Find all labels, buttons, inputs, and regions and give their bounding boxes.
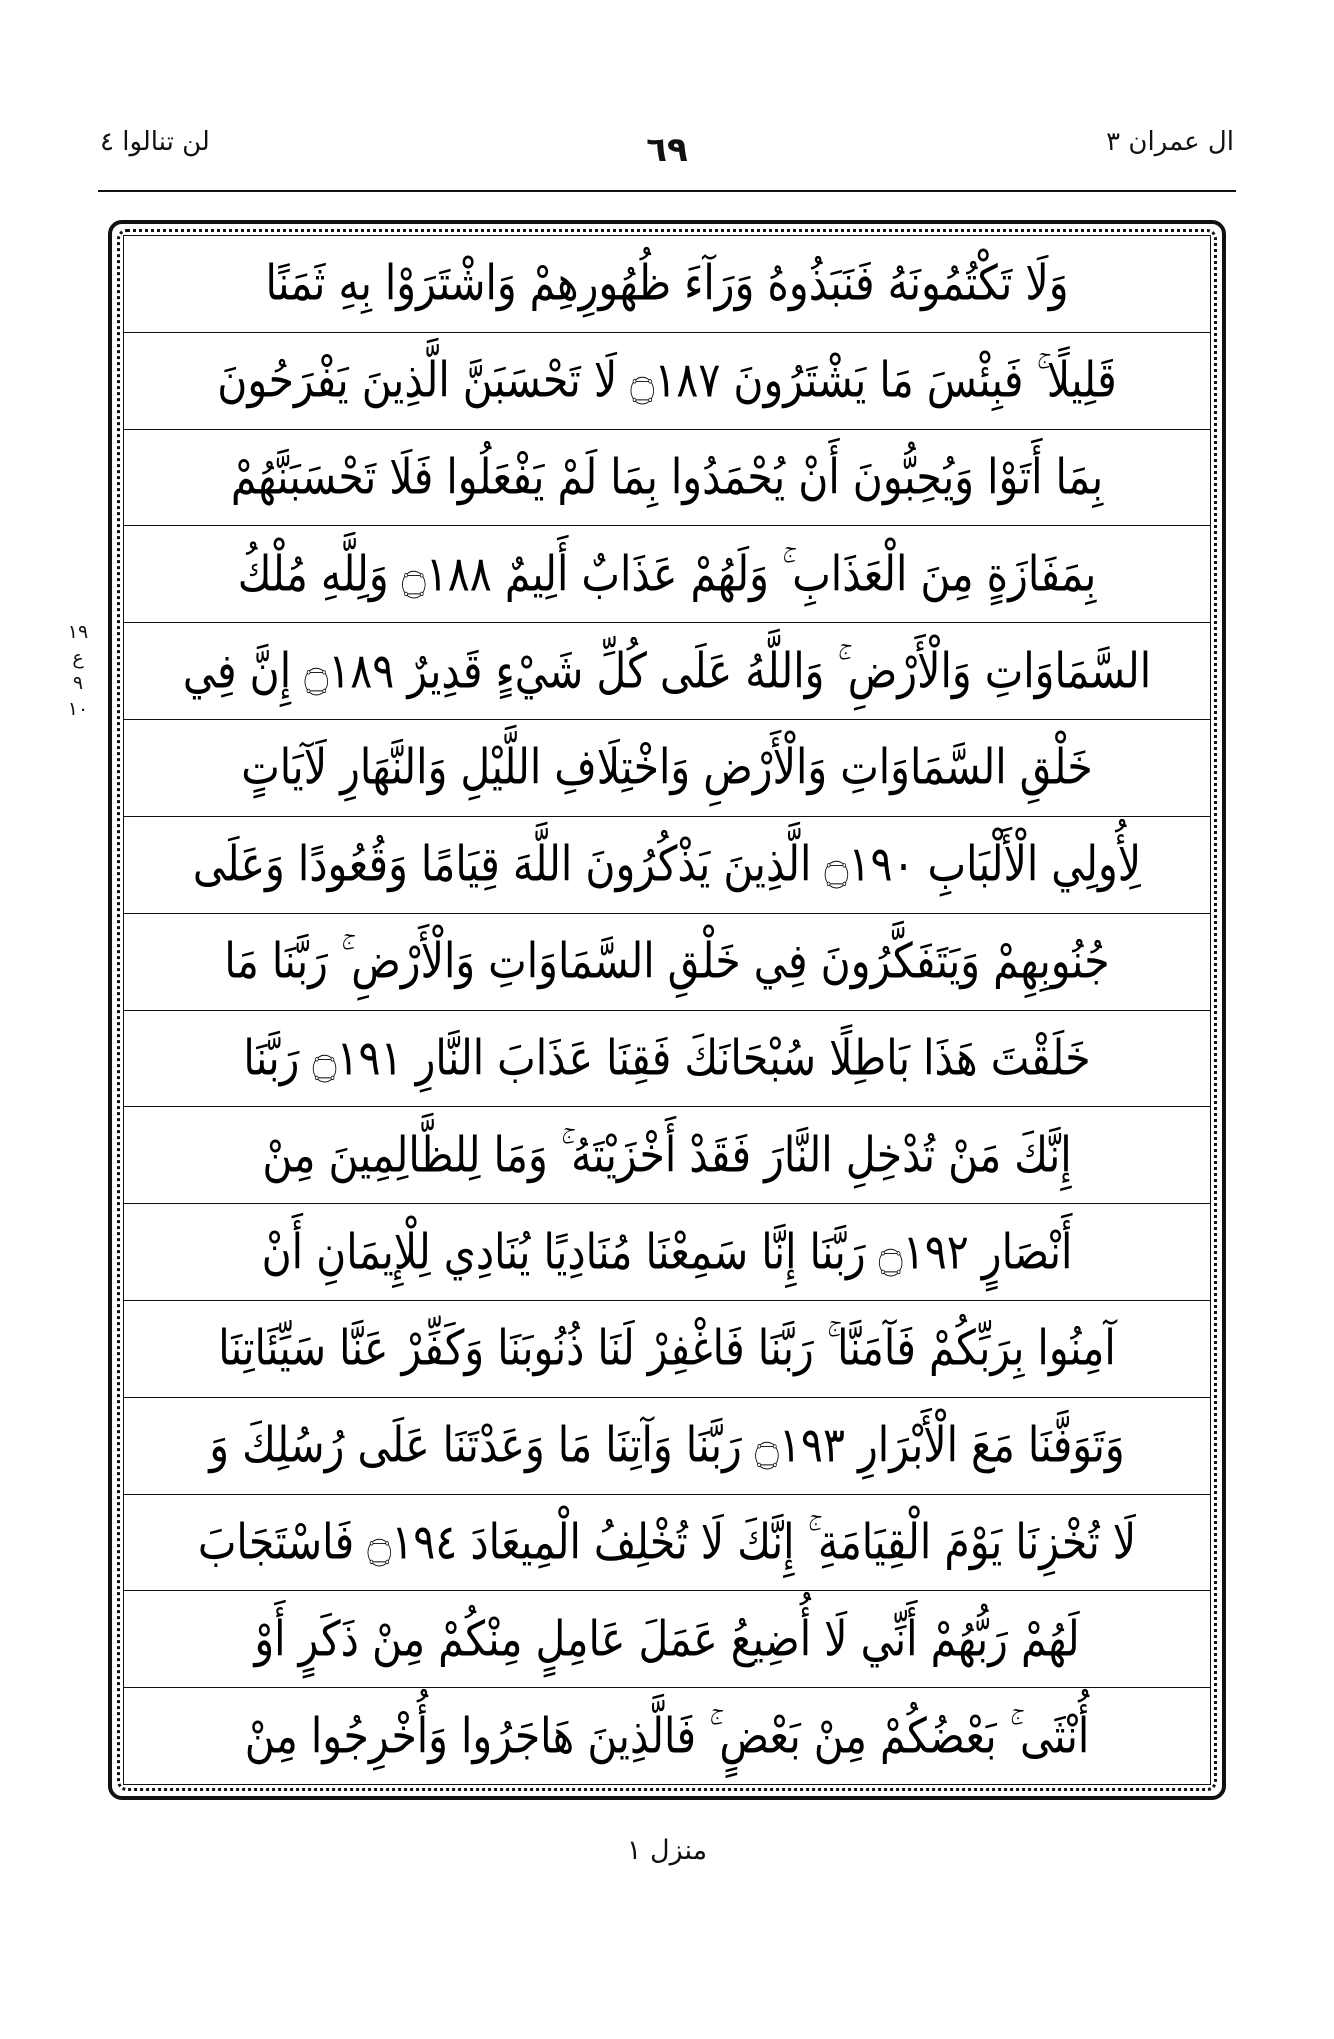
ayah-line <box>124 914 1210 1011</box>
ayah-line <box>124 1301 1210 1398</box>
header-surah-marker: ال عمران ٣ <box>1106 127 1234 157</box>
ayah-line-text: وَلَا تَكْتُمُونَهُ فَنَبَذُوهُ وَرَآءَ ظُهُورِهِمْ وَاشْتَرَوْا بِهِ ثَمَنًا <box>265 254 1069 312</box>
ayah-line <box>124 720 1210 817</box>
ayah-line <box>124 1495 1210 1592</box>
ayah-line <box>124 1107 1210 1204</box>
ayah-line <box>124 623 1210 720</box>
ayah-line <box>124 1204 1210 1301</box>
ayah-line-text: أُنْثَى ۚ بَعْضُكُمْ مِنْ بَعْضٍ ۚ فَالَّذِينَ هَاجَرُوا وَأُخْرِجُوا مِنْ <box>244 1707 1090 1764</box>
ayah-line-text: أَنْصَارٍ ۝١٩٢ رَبَّنَا إِنَّا سَمِعْنَا مُنَادِيًا يُنَادِي لِلْإِيمَانِ أَنْ <box>261 1223 1073 1280</box>
ayah-line-text: إِنَّكَ مَنْ تُدْخِلِ النَّارَ فَقَدْ أَخْزَيْتَهُ ۚ وَمَا لِلظَّالِمِينَ مِنْ <box>262 1126 1072 1183</box>
page-header <box>100 128 1234 188</box>
text-frame-inner <box>117 229 1217 1791</box>
ayah-line-text: بِمَا أَتَوْا وَيُحِبُّونَ أَنْ يُحْمَدُوا بِمَا لَمْ يَفْعَلُوا فَلَا تَحْسَبَنَّهُمْ <box>230 448 1104 506</box>
margin-markers <box>58 620 98 723</box>
ayah-line-text: خَلَقْتَ هَذَا بَاطِلًا سُبْحَانَكَ فَقِنَا عَذَابَ النَّارِ ۝١٩١ رَبَّنَا <box>243 1029 1091 1087</box>
ayah-line <box>124 333 1210 430</box>
ayah-lines <box>123 235 1211 1785</box>
header-divider <box>98 190 1236 192</box>
ayah-line-text: لَا تُخْزِنَا يَوْمَ الْقِيَامَةِ ۚ إِنَّكَ لَا تُخْلِفُ الْمِيعَادَ ۝١٩٤ فَاسْتَجَابَ <box>197 1513 1137 1571</box>
ayah-line <box>124 526 1210 623</box>
page-footer <box>0 1835 1334 1866</box>
page-number: ٦٩ <box>646 130 688 170</box>
ayah-line <box>124 817 1210 914</box>
manzil-label: منزل ١ <box>626 1835 708 1866</box>
ayah-line-text: بِمَفَازَةٍ مِنَ الْعَذَابِ ۚ وَلَهُمْ عَذَابٌ أَلِيمٌ ۝١٨٨ وَلِلَّهِ مُلْكُ <box>237 545 1097 603</box>
ayah-line-text: جُنُوبِهِمْ وَيَتَفَكَّرُونَ فِي خَلْقِ السَّمَاوَاتِ وَالْأَرْضِ ۚ رَبَّنَا مَا <box>224 932 1110 990</box>
ayah-line <box>124 1688 1210 1784</box>
ayah-line-text: السَّمَاوَاتِ وَالْأَرْضِ ۚ وَاللَّهُ عَلَى كُلِّ شَيْءٍ قَدِيرٌ ۝١٨٩ إِنَّ فِي <box>182 642 1152 699</box>
margin-marker-1: ع <box>72 646 84 669</box>
ayah-line-text: خَلْقِ السَّمَاوَاتِ وَالْأَرْضِ وَاخْتِلَافِ اللَّيْلِ وَالنَّهَارِ لَآيَاتٍ <box>241 739 1093 796</box>
margin-marker-3: ١٠ <box>67 697 89 720</box>
margin-marker-2: ٩ <box>72 672 84 695</box>
ayah-line <box>124 1011 1210 1108</box>
ayah-line-text: قَلِيلًا ۚ فَبِئْسَ مَا يَشْتَرُونَ ۝١٨٧ لَا تَحْسَبَنَّ الَّذِينَ يَفْرَحُونَ <box>217 351 1117 409</box>
ayah-line <box>124 1591 1210 1688</box>
ayah-line <box>124 236 1210 333</box>
text-frame <box>108 220 1226 1800</box>
ayah-line-text: لَهُمْ رَبُّهُمْ أَنِّي لَا أُضِيعُ عَمَلَ عَامِلٍ مِنْكُمْ مِنْ ذَكَرٍ أَوْ <box>254 1610 1080 1668</box>
ayah-line <box>124 430 1210 527</box>
ayah-line-text: لِأُولِي الْأَلْبَابِ ۝١٩٠ الَّذِينَ يَذْكُرُونَ اللَّهَ قِيَامًا وَقُعُودًا وَعَلَى <box>192 835 1142 893</box>
header-left-marker: لن تنالوا ٤ <box>100 127 210 157</box>
ayah-line <box>124 1398 1210 1495</box>
ayah-line-text: آمِنُوا بِرَبِّكُمْ فَآمَنَّا ۚ رَبَّنَا فَاغْفِرْ لَنَا ذُنُوبَنَا وَكَفِّرْ عَنَّا سَيِّئَاتِنَا <box>218 1319 1116 1377</box>
ayah-line-text: وَتَوَفَّنَا مَعَ الْأَبْرَارِ ۝١٩٣ رَبَّنَا وَآتِنَا مَا وَعَدْتَنَا عَلَى رُسُلِكَ وَ <box>209 1416 1125 1474</box>
margin-marker-0: ١٩ <box>67 621 89 643</box>
